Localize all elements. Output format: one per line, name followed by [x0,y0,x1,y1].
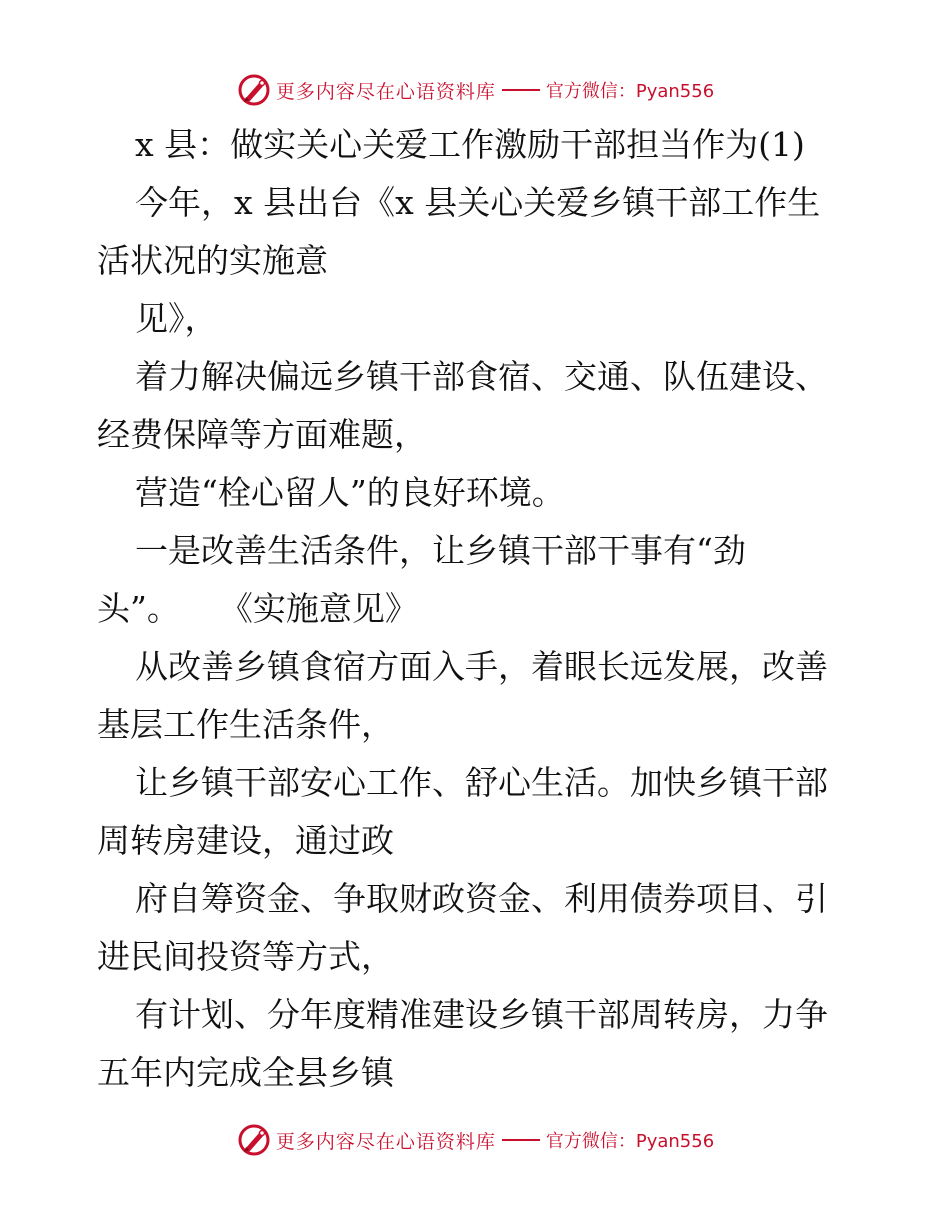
pen-logo-icon [236,1122,272,1158]
header-banner-dash [502,89,540,91]
paragraph-line: 让乡镇干部安心工作、舒心生活。加快乡镇干部 [135,763,828,802]
footer-banner-text: 更多内容尽在心语资料库 [275,1130,496,1153]
header-banner-text: 更多内容尽在心语资料库 [275,80,496,103]
paragraph-line: 从改善乡镇食宿方面入手，着眼长远发展，改善 [135,647,828,686]
document-title: x 县：做实关心关爱工作激励干部担当作为(1) [135,125,805,164]
paragraph-line: 今年，x 县出台《x 县关心关爱乡镇干部工作生 [135,183,821,222]
paragraph-line: 进民间投资等方式， [97,937,394,976]
paragraph-fragment: 头”。 [97,589,180,628]
paragraph-line: 见》， [135,299,218,338]
footer-banner-dash [502,1139,540,1141]
paragraph-line: 府自筹资金、争取财政资金、利用债券项目、引 [135,879,828,918]
paragraph-line: 周转房建设，通过政 [97,821,394,860]
header-watermark-banner [0,70,950,110]
footer-banner-wechat: 官方微信：Pyan556 [545,1131,715,1152]
paragraph-line: 经费保障等方面难题， [97,415,427,454]
paragraph-line: 一是改善生活条件，让乡镇干部干事有“劲 [135,531,746,570]
paragraph-line: 营造“栓心留人”的良好环境。 [135,473,565,512]
paragraph-fragment: 《实施意见》 [219,589,418,628]
paragraph-line: 有计划、分年度精准建设乡镇干部周转房，力争 [135,995,828,1034]
paragraph-line: 基层工作生活条件， [97,705,394,744]
paragraph-line: 五年内完成全县乡镇 [97,1053,394,1092]
footer-watermark-banner [0,1120,950,1160]
header-banner-wechat: 官方微信：Pyan556 [545,81,715,102]
pen-logo-icon [236,72,272,108]
paragraph-line-composite [97,580,857,638]
paragraph-line: 活状况的实施意 [97,241,328,280]
paragraph-line: 着力解决偏远乡镇干部食宿、交通、队伍建设、 [135,357,828,396]
document-body [97,116,857,1102]
